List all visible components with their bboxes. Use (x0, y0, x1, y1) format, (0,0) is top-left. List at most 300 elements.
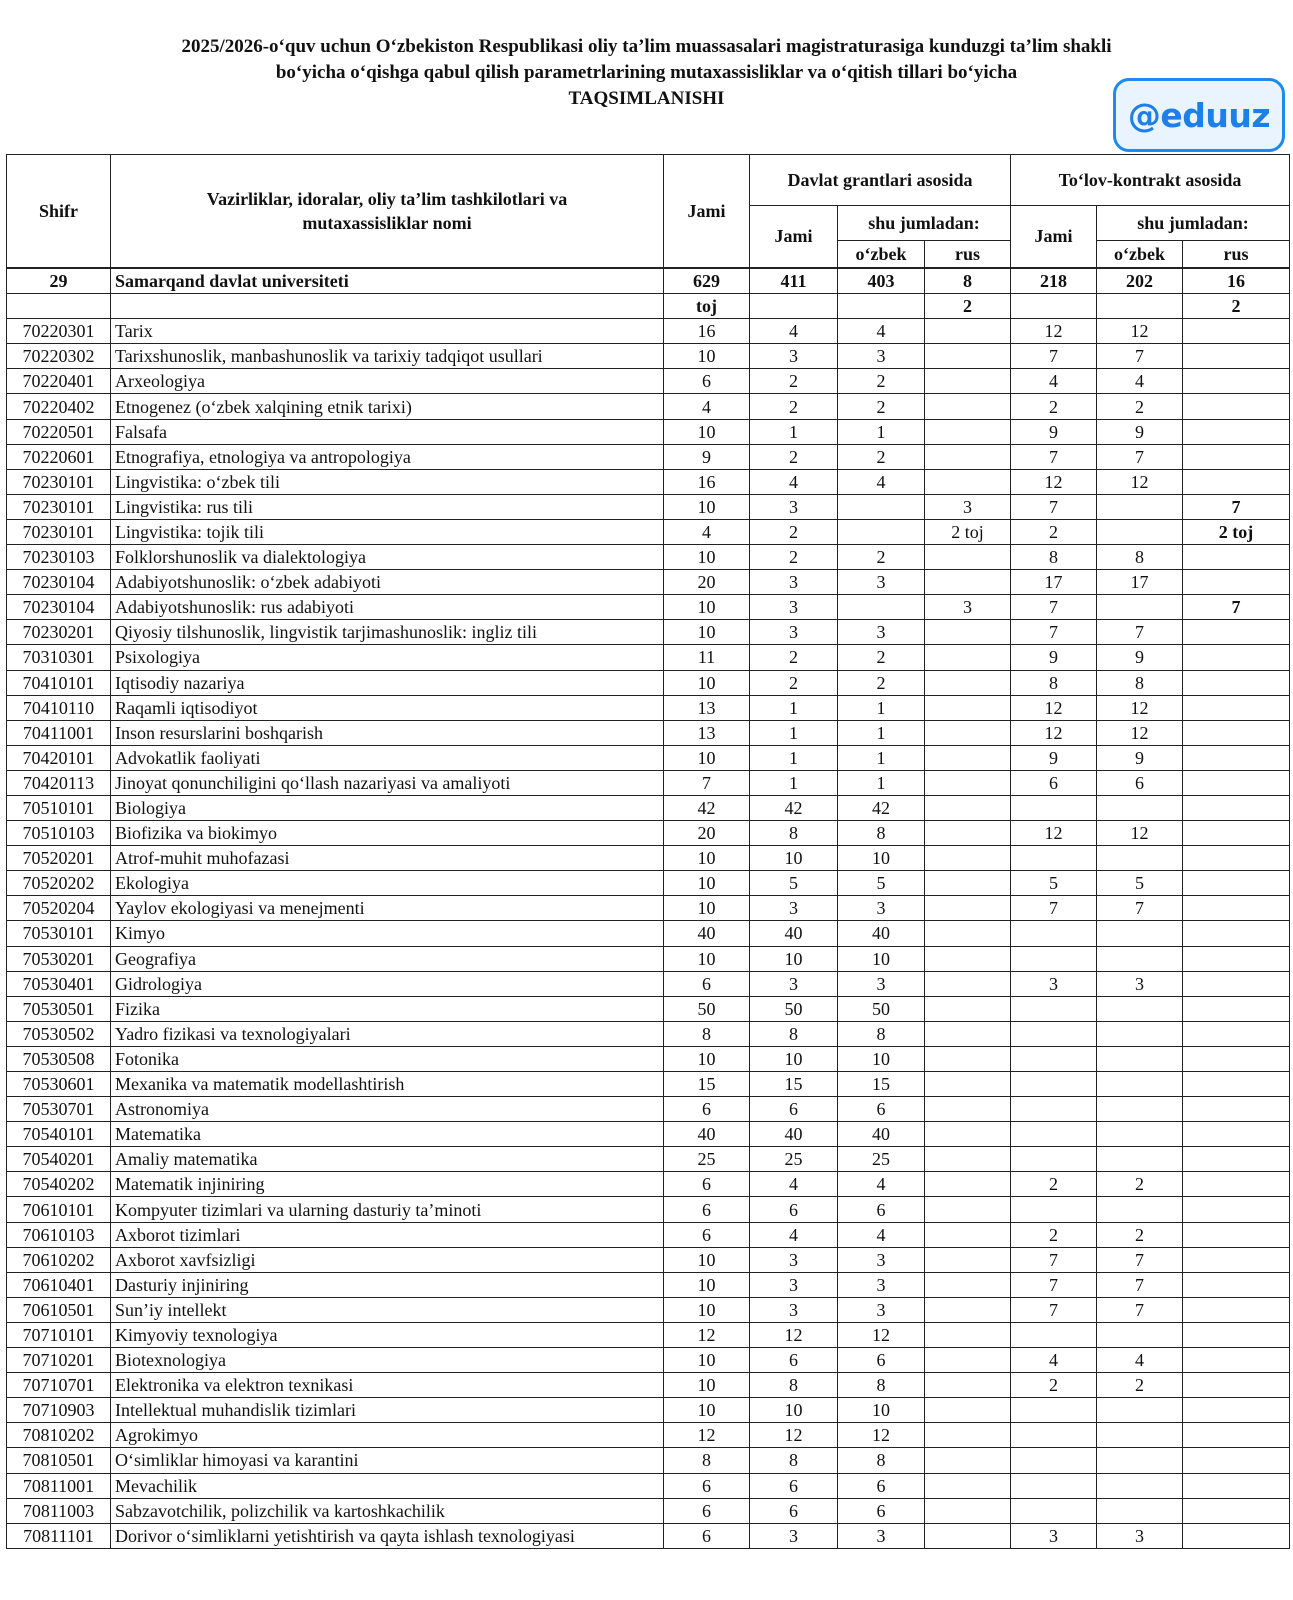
cell-name: Adabiyotshunoslik: o‘zbek adabiyoti (111, 570, 664, 595)
cell-contract-jami: 7 (1011, 595, 1097, 620)
cell-contract-rus (1183, 821, 1290, 846)
cell-jami: 6 (664, 1197, 750, 1222)
cell-contract-jami: 7 (1011, 344, 1097, 369)
table-row (7, 1046, 1290, 1071)
toj-name (111, 294, 664, 319)
cell-jami: 4 (664, 519, 750, 544)
cell-grant-rus (925, 745, 1011, 770)
cell-contract-uzbek (1097, 494, 1183, 519)
table-row (7, 1021, 1290, 1046)
table-row (7, 1272, 1290, 1297)
cell-code: 70220401 (7, 369, 111, 394)
cell-contract-rus (1183, 1448, 1290, 1473)
cell-contract-rus (1183, 545, 1290, 570)
table-row (7, 871, 1290, 896)
cell-code: 70610101 (7, 1197, 111, 1222)
cell-contract-rus (1183, 394, 1290, 419)
cell-code: 70710903 (7, 1398, 111, 1423)
university-grant-jami: 411 (750, 268, 838, 294)
cell-code: 70510103 (7, 821, 111, 846)
cell-code: 70530502 (7, 1021, 111, 1046)
cell-grant-rus (925, 419, 1011, 444)
cell-grant-uzbek: 10 (838, 846, 925, 871)
cell-contract-uzbek (1097, 595, 1183, 620)
header-jami: Jami (664, 155, 750, 269)
cell-grant-jami: 6 (750, 1473, 838, 1498)
cell-grant-rus (925, 1523, 1011, 1548)
cell-grant-jami: 3 (750, 1272, 838, 1297)
cell-contract-jami (1011, 996, 1097, 1021)
cell-contract-uzbek: 7 (1097, 896, 1183, 921)
header-contract-shu-jumladan: shu jumladan: (1097, 206, 1290, 241)
cell-grant-uzbek: 6 (838, 1473, 925, 1498)
cell-code: 70420113 (7, 770, 111, 795)
cell-grant-uzbek: 40 (838, 1122, 925, 1147)
cell-contract-uzbek (1097, 1423, 1183, 1448)
table-row (7, 946, 1290, 971)
cell-code: 70230101 (7, 494, 111, 519)
table-row (7, 921, 1290, 946)
cell-name: Kimyo (111, 921, 664, 946)
table-row (7, 1097, 1290, 1122)
cell-grant-jami: 2 (750, 519, 838, 544)
cell-code: 70530508 (7, 1046, 111, 1071)
cell-contract-jami (1011, 946, 1097, 971)
cell-grant-jami: 10 (750, 1398, 838, 1423)
cell-contract-jami: 3 (1011, 971, 1097, 996)
cell-code: 70510101 (7, 795, 111, 820)
cell-grant-rus (925, 871, 1011, 896)
cell-grant-rus (925, 1272, 1011, 1297)
cell-grant-rus (925, 1072, 1011, 1097)
cell-name: Biotexnologiya (111, 1348, 664, 1373)
table-body (7, 268, 1290, 1548)
cell-contract-rus (1183, 921, 1290, 946)
cell-grant-rus (925, 1247, 1011, 1272)
cell-contract-jami: 2 (1011, 519, 1097, 544)
cell-code: 70810202 (7, 1423, 111, 1448)
cell-jami: 50 (664, 996, 750, 1021)
cell-grant-uzbek: 10 (838, 946, 925, 971)
cell-grant-jami: 10 (750, 1046, 838, 1071)
cell-name: Psixologiya (111, 645, 664, 670)
cell-code: 70710701 (7, 1373, 111, 1398)
cell-contract-jami: 7 (1011, 1297, 1097, 1322)
cell-name: Kimyoviy texnologiya (111, 1322, 664, 1347)
cell-name: Etnografiya, etnologiya va antropologiya (111, 444, 664, 469)
cell-code: 70410110 (7, 695, 111, 720)
cell-jami: 10 (664, 670, 750, 695)
cell-name: Advokatlik faoliyati (111, 745, 664, 770)
cell-contract-uzbek: 3 (1097, 1523, 1183, 1548)
cell-code: 70230201 (7, 620, 111, 645)
cell-code: 70610401 (7, 1272, 111, 1297)
cell-code: 70220402 (7, 394, 111, 419)
cell-code: 70310301 (7, 645, 111, 670)
table-row (7, 1498, 1290, 1523)
cell-contract-uzbek: 5 (1097, 871, 1183, 896)
cell-contract-rus (1183, 896, 1290, 921)
cell-contract-rus (1183, 1046, 1290, 1071)
cell-jami: 10 (664, 1398, 750, 1423)
cell-contract-uzbek: 9 (1097, 645, 1183, 670)
cell-grant-jami: 3 (750, 1523, 838, 1548)
cell-contract-rus (1183, 1272, 1290, 1297)
cell-contract-rus (1183, 1523, 1290, 1548)
cell-grant-rus (925, 319, 1011, 344)
cell-grant-uzbek: 25 (838, 1147, 925, 1172)
cell-jami: 10 (664, 846, 750, 871)
cell-name: Geografiya (111, 946, 664, 971)
cell-name: Amaliy matematika (111, 1147, 664, 1172)
header-contract-jami: Jami (1011, 206, 1097, 269)
cell-code: 70530701 (7, 1097, 111, 1122)
table-row (7, 319, 1290, 344)
cell-contract-rus: 7 (1183, 494, 1290, 519)
cell-grant-jami: 3 (750, 620, 838, 645)
university-grant-rus: 8 (925, 268, 1011, 294)
cell-grant-jami: 1 (750, 419, 838, 444)
cell-contract-uzbek: 7 (1097, 620, 1183, 645)
cell-jami: 10 (664, 1297, 750, 1322)
cell-contract-jami (1011, 1021, 1097, 1046)
cell-contract-rus (1183, 1197, 1290, 1222)
cell-grant-uzbek: 3 (838, 896, 925, 921)
cell-grant-jami: 15 (750, 1072, 838, 1097)
header-shifr: Shifr (7, 155, 111, 269)
university-contract-uzbek: 202 (1097, 268, 1183, 294)
cell-grant-rus (925, 1398, 1011, 1423)
cell-contract-uzbek (1097, 519, 1183, 544)
cell-name: Sun’iy intellekt (111, 1297, 664, 1322)
cell-jami: 10 (664, 494, 750, 519)
cell-name: Mexanika va matematik modellashtirish (111, 1072, 664, 1097)
cell-contract-uzbek: 9 (1097, 419, 1183, 444)
cell-contract-jami: 9 (1011, 419, 1097, 444)
toj-contract-uzbek (1097, 294, 1183, 319)
cell-jami: 11 (664, 645, 750, 670)
cell-contract-jami: 8 (1011, 670, 1097, 695)
cell-jami: 10 (664, 745, 750, 770)
cell-grant-uzbek (838, 519, 925, 544)
cell-contract-rus (1183, 720, 1290, 745)
cell-contract-jami (1011, 1322, 1097, 1347)
cell-code: 70220301 (7, 319, 111, 344)
cell-grant-uzbek: 2 (838, 545, 925, 570)
cell-grant-jami: 3 (750, 344, 838, 369)
cell-code: 70811001 (7, 1473, 111, 1498)
cell-contract-uzbek: 2 (1097, 1172, 1183, 1197)
table-row (7, 1348, 1290, 1373)
cell-grant-uzbek: 2 (838, 444, 925, 469)
cell-name: Folklorshunoslik va dialektologiya (111, 545, 664, 570)
cell-jami: 10 (664, 1247, 750, 1272)
cell-contract-rus (1183, 1247, 1290, 1272)
cell-contract-rus (1183, 1122, 1290, 1147)
cell-contract-rus (1183, 996, 1290, 1021)
table-row (7, 545, 1290, 570)
cell-grant-rus (925, 1373, 1011, 1398)
cell-contract-uzbek (1097, 1197, 1183, 1222)
table-row (7, 1473, 1290, 1498)
cell-contract-uzbek: 12 (1097, 469, 1183, 494)
cell-grant-uzbek: 3 (838, 620, 925, 645)
cell-grant-jami: 40 (750, 1122, 838, 1147)
cell-contract-uzbek: 2 (1097, 394, 1183, 419)
cell-name: Lingvistika: tojik tili (111, 519, 664, 544)
table-row (7, 720, 1290, 745)
cell-name: Kompyuter tizimlari va ularning dasturiy ta’minoti (111, 1197, 664, 1222)
cell-grant-jami: 12 (750, 1423, 838, 1448)
table-row (7, 770, 1290, 795)
table-row (7, 1398, 1290, 1423)
cell-name: Jinoyat qonunchiligini qo‘llash nazariyasi va amaliyoti (111, 770, 664, 795)
cell-grant-jami: 8 (750, 1448, 838, 1473)
cell-contract-jami: 12 (1011, 821, 1097, 846)
cell-contract-uzbek: 2 (1097, 1222, 1183, 1247)
cell-code: 70811003 (7, 1498, 111, 1523)
toj-grant-uzbek (838, 294, 925, 319)
cell-grant-rus (925, 545, 1011, 570)
table-row (7, 1172, 1290, 1197)
cell-jami: 6 (664, 1473, 750, 1498)
cell-contract-rus (1183, 1373, 1290, 1398)
cell-grant-rus (925, 1046, 1011, 1071)
cell-grant-jami: 25 (750, 1147, 838, 1172)
cell-contract-jami: 3 (1011, 1523, 1097, 1548)
cell-grant-rus (925, 444, 1011, 469)
cell-grant-uzbek: 8 (838, 1021, 925, 1046)
cell-grant-rus (925, 795, 1011, 820)
cell-contract-rus (1183, 1097, 1290, 1122)
cell-grant-jami: 10 (750, 846, 838, 871)
cell-grant-rus (925, 1021, 1011, 1046)
cell-name: Etnogenez (o‘zbek xalqining etnik tarixi) (111, 394, 664, 419)
cell-grant-jami: 6 (750, 1498, 838, 1523)
cell-grant-uzbek: 15 (838, 1072, 925, 1097)
tojik-subtotal-row (7, 294, 1290, 319)
table-row (7, 344, 1290, 369)
cell-contract-jami (1011, 1072, 1097, 1097)
cell-contract-rus (1183, 1222, 1290, 1247)
cell-code: 70520202 (7, 871, 111, 896)
cell-name: Astronomiya (111, 1097, 664, 1122)
cell-code: 70540201 (7, 1147, 111, 1172)
table-row (7, 795, 1290, 820)
cell-grant-rus (925, 1473, 1011, 1498)
cell-grant-rus (925, 469, 1011, 494)
cell-code: 70811101 (7, 1523, 111, 1548)
cell-name: Gidrologiya (111, 971, 664, 996)
cell-grant-jami: 2 (750, 645, 838, 670)
cell-contract-jami (1011, 1448, 1097, 1473)
cell-contract-rus (1183, 1473, 1290, 1498)
cell-name: Biologiya (111, 795, 664, 820)
cell-contract-uzbek (1097, 1046, 1183, 1071)
cell-code: 70540202 (7, 1172, 111, 1197)
cell-grant-uzbek: 3 (838, 1247, 925, 1272)
cell-grant-uzbek: 3 (838, 570, 925, 595)
cell-contract-uzbek (1097, 1021, 1183, 1046)
cell-contract-jami: 5 (1011, 871, 1097, 896)
cell-grant-jami: 8 (750, 821, 838, 846)
table-row (7, 846, 1290, 871)
cell-contract-jami (1011, 795, 1097, 820)
cell-contract-uzbek (1097, 846, 1183, 871)
cell-contract-jami: 7 (1011, 896, 1097, 921)
cell-contract-uzbek: 7 (1097, 1247, 1183, 1272)
cell-contract-rus (1183, 1398, 1290, 1423)
cell-contract-rus (1183, 670, 1290, 695)
cell-grant-rus (925, 1423, 1011, 1448)
cell-name: Dasturiy injiniring (111, 1272, 664, 1297)
cell-grant-uzbek (838, 595, 925, 620)
table-row (7, 896, 1290, 921)
cell-code: 70610501 (7, 1297, 111, 1322)
cell-contract-uzbek: 7 (1097, 344, 1183, 369)
cell-contract-jami: 12 (1011, 319, 1097, 344)
cell-grant-jami: 50 (750, 996, 838, 1021)
cell-grant-uzbek: 10 (838, 1398, 925, 1423)
cell-grant-rus (925, 821, 1011, 846)
cell-jami: 10 (664, 595, 750, 620)
university-name: Samarqand davlat universiteti (111, 268, 664, 294)
cell-contract-jami: 4 (1011, 1348, 1097, 1373)
cell-code: 70230104 (7, 595, 111, 620)
cell-contract-uzbek: 7 (1097, 1272, 1183, 1297)
cell-name: Tarix (111, 319, 664, 344)
cell-contract-uzbek (1097, 1398, 1183, 1423)
cell-grant-jami: 6 (750, 1097, 838, 1122)
cell-contract-jami: 7 (1011, 444, 1097, 469)
cell-contract-uzbek (1097, 946, 1183, 971)
cell-jami: 8 (664, 1021, 750, 1046)
cell-contract-uzbek: 12 (1097, 821, 1183, 846)
cell-name: Matematika (111, 1122, 664, 1147)
cell-jami: 20 (664, 570, 750, 595)
cell-contract-rus (1183, 770, 1290, 795)
cell-name: Axborot tizimlari (111, 1222, 664, 1247)
cell-code: 70710101 (7, 1322, 111, 1347)
toj-code (7, 294, 111, 319)
table-row (7, 1322, 1290, 1347)
table-row (7, 1247, 1290, 1272)
university-contract-jami: 218 (1011, 268, 1097, 294)
cell-contract-jami (1011, 1122, 1097, 1147)
cell-grant-uzbek: 50 (838, 996, 925, 1021)
cell-contract-rus (1183, 1072, 1290, 1097)
cell-grant-uzbek: 8 (838, 821, 925, 846)
cell-code: 70411001 (7, 720, 111, 745)
cell-grant-uzbek: 2 (838, 394, 925, 419)
cell-grant-uzbek: 2 (838, 369, 925, 394)
cell-grant-uzbek: 3 (838, 1272, 925, 1297)
cell-contract-uzbek (1097, 1122, 1183, 1147)
cell-contract-uzbek: 3 (1097, 971, 1183, 996)
cell-contract-jami: 7 (1011, 494, 1097, 519)
cell-contract-uzbek (1097, 1322, 1183, 1347)
cell-jami: 16 (664, 469, 750, 494)
cell-grant-jami: 1 (750, 745, 838, 770)
header-contract: To‘lov-kontrakt asosida (1011, 155, 1290, 206)
cell-contract-jami (1011, 1097, 1097, 1122)
cell-contract-uzbek (1097, 1473, 1183, 1498)
cell-grant-jami: 3 (750, 971, 838, 996)
cell-contract-jami (1011, 1473, 1097, 1498)
cell-contract-jami (1011, 846, 1097, 871)
cell-jami: 10 (664, 1272, 750, 1297)
cell-contract-rus (1183, 444, 1290, 469)
cell-grant-uzbek: 2 (838, 645, 925, 670)
cell-contract-jami: 2 (1011, 1172, 1097, 1197)
cell-grant-uzbek: 4 (838, 1222, 925, 1247)
cell-grant-rus (925, 1297, 1011, 1322)
cell-contract-jami: 12 (1011, 695, 1097, 720)
cell-name: Lingvistika: rus tili (111, 494, 664, 519)
cell-grant-rus (925, 394, 1011, 419)
cell-contract-rus (1183, 871, 1290, 896)
cell-grant-uzbek: 6 (838, 1498, 925, 1523)
cell-contract-rus (1183, 1498, 1290, 1523)
cell-name: Raqamli iqtisodiyot (111, 695, 664, 720)
cell-code: 70530501 (7, 996, 111, 1021)
cell-grant-rus: 3 (925, 494, 1011, 519)
table-row (7, 494, 1290, 519)
cell-code: 70230101 (7, 469, 111, 494)
cell-grant-rus (925, 720, 1011, 745)
cell-jami: 8 (664, 1448, 750, 1473)
cell-grant-jami: 1 (750, 720, 838, 745)
cell-grant-rus (925, 645, 1011, 670)
cell-grant-rus (925, 1348, 1011, 1373)
cell-grant-uzbek: 3 (838, 1523, 925, 1548)
cell-grant-uzbek: 1 (838, 419, 925, 444)
cell-name: Mevachilik (111, 1473, 664, 1498)
cell-contract-jami: 4 (1011, 369, 1097, 394)
cell-grant-rus (925, 344, 1011, 369)
cell-code: 70610202 (7, 1247, 111, 1272)
table-row (7, 1072, 1290, 1097)
cell-contract-rus (1183, 1172, 1290, 1197)
cell-grant-rus (925, 996, 1011, 1021)
cell-grant-rus (925, 846, 1011, 871)
cell-grant-uzbek: 4 (838, 1172, 925, 1197)
table-row (7, 996, 1290, 1021)
cell-jami: 10 (664, 1046, 750, 1071)
cell-contract-uzbek: 17 (1097, 570, 1183, 595)
cell-code: 70230103 (7, 545, 111, 570)
university-code: 29 (7, 268, 111, 294)
cell-name: Intellektual muhandislik tizimlari (111, 1398, 664, 1423)
cell-grant-jami: 1 (750, 770, 838, 795)
cell-jami: 6 (664, 971, 750, 996)
cell-contract-jami: 7 (1011, 620, 1097, 645)
cell-contract-uzbek: 7 (1097, 444, 1183, 469)
cell-contract-jami: 8 (1011, 545, 1097, 570)
cell-grant-rus (925, 1222, 1011, 1247)
cell-grant-jami: 10 (750, 946, 838, 971)
cell-grant-uzbek: 4 (838, 469, 925, 494)
cell-code: 70220302 (7, 344, 111, 369)
cell-jami: 15 (664, 1072, 750, 1097)
cell-grant-uzbek: 4 (838, 319, 925, 344)
cell-contract-jami (1011, 1498, 1097, 1523)
header-contract-uzbek: o‘zbek (1097, 241, 1183, 269)
cell-code: 70530201 (7, 946, 111, 971)
cell-code: 70530401 (7, 971, 111, 996)
cell-jami: 12 (664, 1423, 750, 1448)
cell-grant-jami: 1 (750, 695, 838, 720)
